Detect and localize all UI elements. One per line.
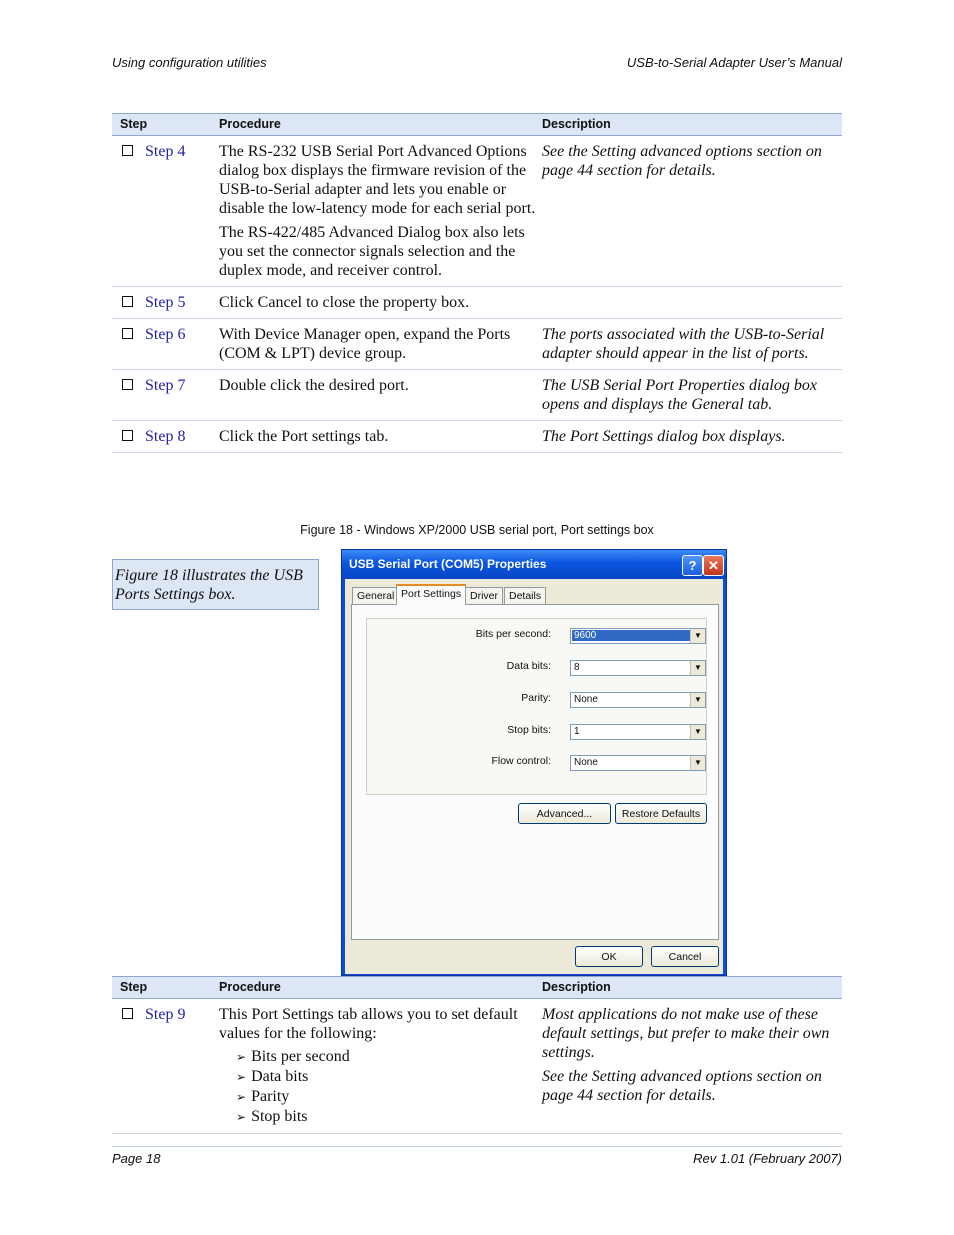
help-button[interactable]: ? (682, 555, 703, 576)
running-header-left: Using configuration utilities (112, 55, 267, 70)
procedure-text: The RS-422/485 Advanced Dialog box also lets you set the connector signals selection and the duplex mode, and receiver control. (219, 224, 525, 279)
settings-list (236, 1047, 542, 1127)
step-label: Step 8 (145, 428, 186, 445)
running-header-right: USB-to-Serial Adapter User’s Manual (626, 55, 842, 70)
step-label: Step 6 (145, 326, 186, 343)
table-row (112, 421, 842, 453)
table-row (112, 999, 842, 1134)
column-header-procedure: Procedure (219, 977, 542, 999)
close-button[interactable]: ✕ (703, 555, 724, 576)
stop-bits-value: 1 (574, 726, 580, 737)
tab-details[interactable]: Details (504, 587, 546, 604)
dropdown-arrow-icon[interactable]: ▼ (690, 693, 705, 707)
dialog-client-area (345, 579, 723, 974)
table-header-row (112, 977, 842, 999)
step-label: Step 5 (145, 294, 186, 311)
procedure-text: The RS-232 USB Serial Port Advanced Options dialog box displays the firmware revision of the USB-to-Serial adapter and lets you enable or disable the low-latency mode for each serial port. (219, 143, 536, 217)
procedure-table-1 (112, 113, 842, 453)
dropdown-arrow-icon[interactable]: ▼ (690, 725, 705, 739)
flow-control-select[interactable] (570, 755, 706, 771)
description-text: See the Setting advanced options section on page 44 section for details. (542, 1068, 822, 1104)
procedure-table-2 (112, 976, 842, 1134)
restore-defaults-button[interactable]: Restore Defaults (615, 803, 707, 824)
bits-per-second-select[interactable] (570, 628, 706, 644)
description-text: See the Setting advanced options section on page 44 section for details. (542, 136, 842, 287)
data-bits-select[interactable] (570, 660, 706, 676)
settings-group-box (366, 618, 707, 795)
procedure-text: With Device Manager open, expand the Ports (COM & LPT) device group. (219, 319, 542, 370)
description-text: Most applications do not make use of these default settings, but prefer to make their own settings. (542, 1006, 830, 1061)
figure-caption: Figure 18 - Windows XP/2000 USB serial port, Port settings box (300, 523, 654, 537)
flow-control-label: Flow control: (491, 755, 551, 767)
stop-bits-label: Stop bits: (507, 724, 551, 736)
cancel-button[interactable]: Cancel (651, 946, 719, 967)
data-bits-label: Data bits: (506, 660, 551, 672)
procedure-text: This Port Settings tab allows you to set default values for the following: (219, 1006, 518, 1042)
list-item-text: Data bits (251, 1068, 309, 1085)
step-label: Step 7 (145, 377, 186, 394)
checkbox-icon (122, 296, 133, 307)
tab-general[interactable]: General (352, 587, 399, 604)
checkbox-icon (122, 379, 133, 390)
description-text: The USB Serial Port Properties dialog box opens and displays the General tab. (542, 370, 842, 421)
list-item (236, 1107, 542, 1127)
table-row (112, 370, 842, 421)
stop-bits-select[interactable] (570, 724, 706, 740)
procedure-text: Double click the desired port. (219, 370, 542, 421)
dropdown-arrow-icon[interactable]: ▼ (690, 756, 705, 770)
ok-button[interactable]: OK (575, 946, 643, 967)
figure-note: Figure 18 illustrates the USB Ports Settings box. (112, 559, 319, 610)
list-item (236, 1067, 542, 1087)
procedure-text: Click the Port settings tab. (219, 421, 542, 453)
list-item-text: Parity (251, 1088, 290, 1105)
description-text (542, 287, 842, 319)
list-item-text: Stop bits (251, 1108, 308, 1125)
dropdown-arrow-icon[interactable]: ▼ (690, 661, 705, 675)
bits-per-second-value: 9600 (572, 630, 692, 641)
data-bits-value: 8 (574, 662, 580, 673)
column-header-description: Description (542, 114, 842, 136)
flow-control-value: None (574, 757, 598, 768)
dialog-title: USB Serial Port (COM5) Properties (349, 557, 547, 571)
description-text: The ports associated with the USB-to-Serial adapter should appear in the list of ports. (542, 319, 842, 370)
column-header-step: Step (112, 977, 219, 999)
port-settings-panel (351, 604, 719, 940)
arrow-bullet-icon: ➢ (236, 1070, 247, 1084)
page-number: Page 18 (112, 1151, 161, 1166)
table-row (112, 319, 842, 370)
dropdown-arrow-icon[interactable]: ▼ (690, 629, 705, 643)
arrow-bullet-icon: ➢ (236, 1110, 247, 1124)
advanced-button[interactable]: Advanced... (518, 803, 611, 824)
parity-label: Parity: (521, 692, 551, 704)
list-item-text: Bits per second (251, 1048, 350, 1065)
table-row (112, 287, 842, 319)
arrow-bullet-icon: ➢ (236, 1050, 247, 1064)
revision-label: Rev 1.01 (February 2007) (693, 1151, 842, 1166)
table-header-row (112, 114, 842, 136)
column-header-step: Step (112, 114, 219, 136)
port-properties-dialog (341, 549, 727, 976)
tab-port-settings[interactable]: Port Settings (396, 584, 466, 605)
procedure-text: Click Cancel to close the property box. (219, 287, 542, 319)
parity-select[interactable] (570, 692, 706, 708)
checkbox-icon (122, 1008, 133, 1019)
parity-value: None (574, 694, 598, 705)
bits-per-second-label: Bits per second: (475, 628, 551, 640)
checkbox-icon (122, 430, 133, 441)
column-header-description: Description (542, 977, 842, 999)
arrow-bullet-icon: ➢ (236, 1090, 247, 1104)
list-item (236, 1047, 542, 1067)
dialog-title-bar (342, 550, 726, 579)
step-label: Step 4 (145, 143, 186, 160)
description-text: The Port Settings dialog box displays. (542, 421, 842, 453)
tab-driver[interactable]: Driver (465, 587, 503, 604)
step-label: Step 9 (145, 1006, 186, 1023)
footer-rule (112, 1146, 842, 1147)
table-row (112, 136, 842, 287)
column-header-procedure: Procedure (219, 114, 542, 136)
list-item (236, 1087, 542, 1107)
checkbox-icon (122, 145, 133, 156)
checkbox-icon (122, 328, 133, 339)
